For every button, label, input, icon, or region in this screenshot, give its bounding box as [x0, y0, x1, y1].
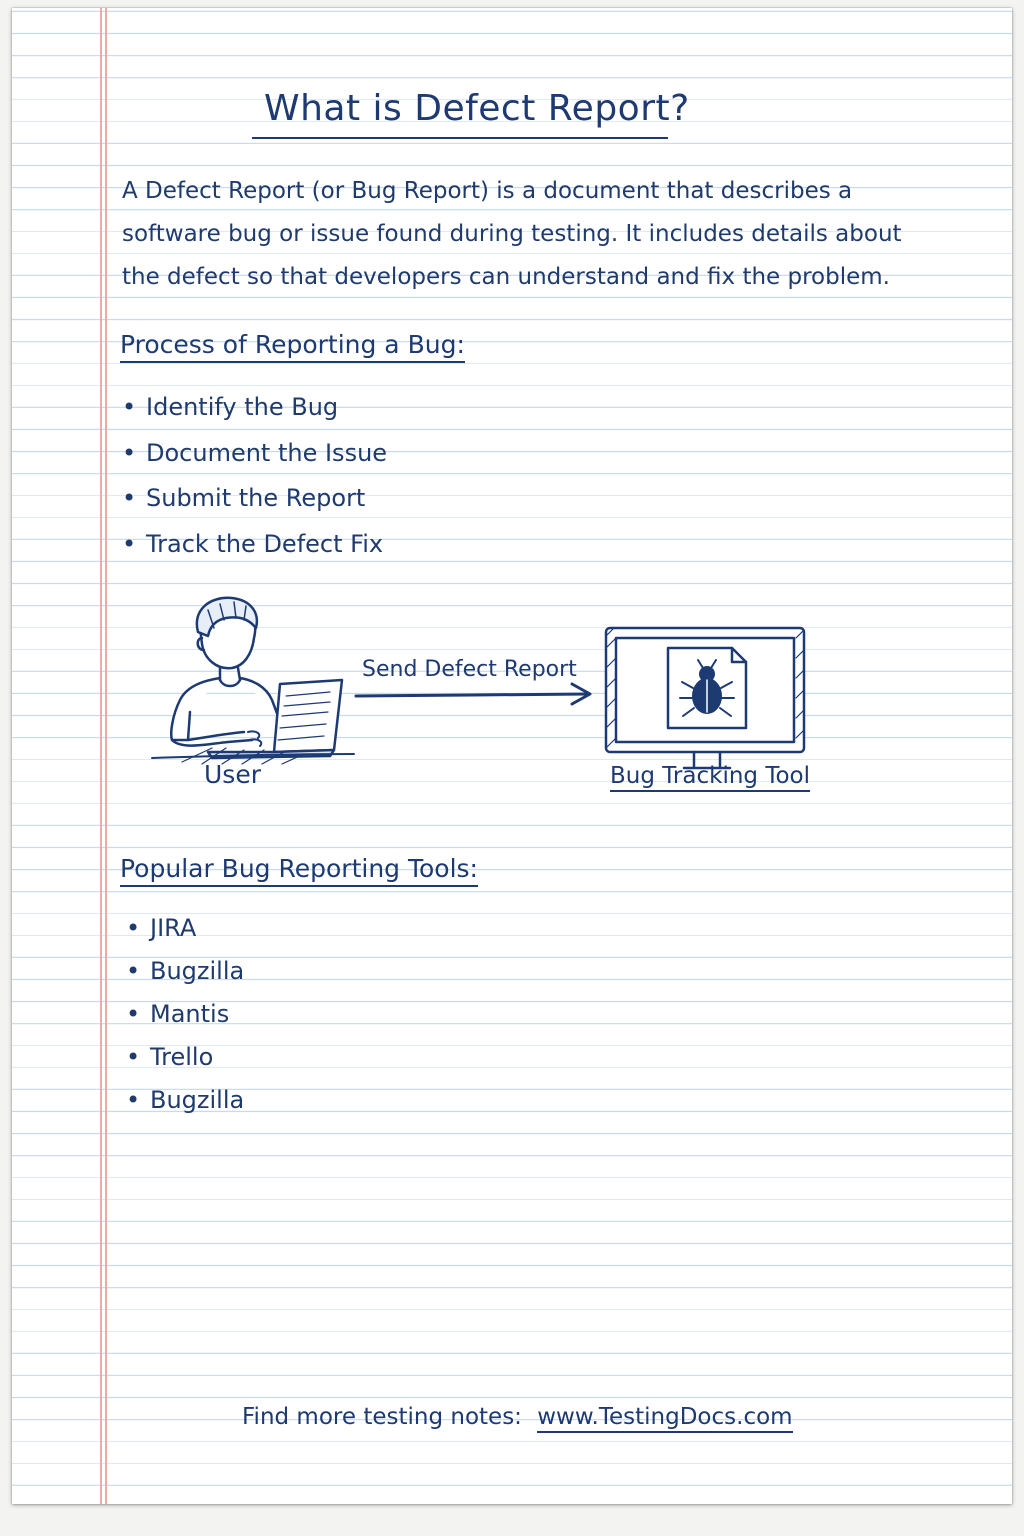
tools-list — [124, 907, 244, 1122]
tool-label: Bug Tracking Tool — [610, 763, 810, 792]
list-item: • Document the Issue — [120, 431, 387, 477]
arrow-label: Send Defect Report — [362, 657, 577, 682]
notebook-page — [12, 8, 1012, 1504]
title-underline — [252, 137, 668, 139]
list-item: • Track the Defect Fix — [120, 522, 387, 568]
list-item: • Bugzilla — [124, 1079, 244, 1122]
page-title: What is Defect Report? — [264, 88, 690, 129]
person-laptop-icon — [152, 598, 354, 764]
list-item: • Bugzilla — [124, 950, 244, 993]
process-heading: Process of Reporting a Bug: — [120, 330, 465, 363]
footer-text: Find more testing notes: — [242, 1404, 522, 1430]
list-item: • Mantis — [124, 993, 244, 1036]
footer — [242, 1404, 793, 1430]
footer-link[interactable]: www.TestingDocs.com — [537, 1404, 792, 1433]
defect-flow-diagram — [12, 588, 1012, 818]
list-item: • JIRA — [124, 907, 244, 950]
list-item: • Submit the Report — [120, 476, 387, 522]
process-list — [120, 385, 387, 567]
arrow-right-icon — [356, 684, 590, 704]
intro-paragraph: A Defect Report (or Bug Report) is a document that describes a software bug or issue found during testing. It includes details about the defect so that developers can understand and fix the problem. — [122, 178, 902, 290]
list-item: • Identify the Bug — [120, 385, 387, 431]
user-label: User — [204, 760, 261, 789]
tools-heading: Popular Bug Reporting Tools: — [120, 854, 478, 887]
list-item: • Trello — [124, 1036, 244, 1079]
